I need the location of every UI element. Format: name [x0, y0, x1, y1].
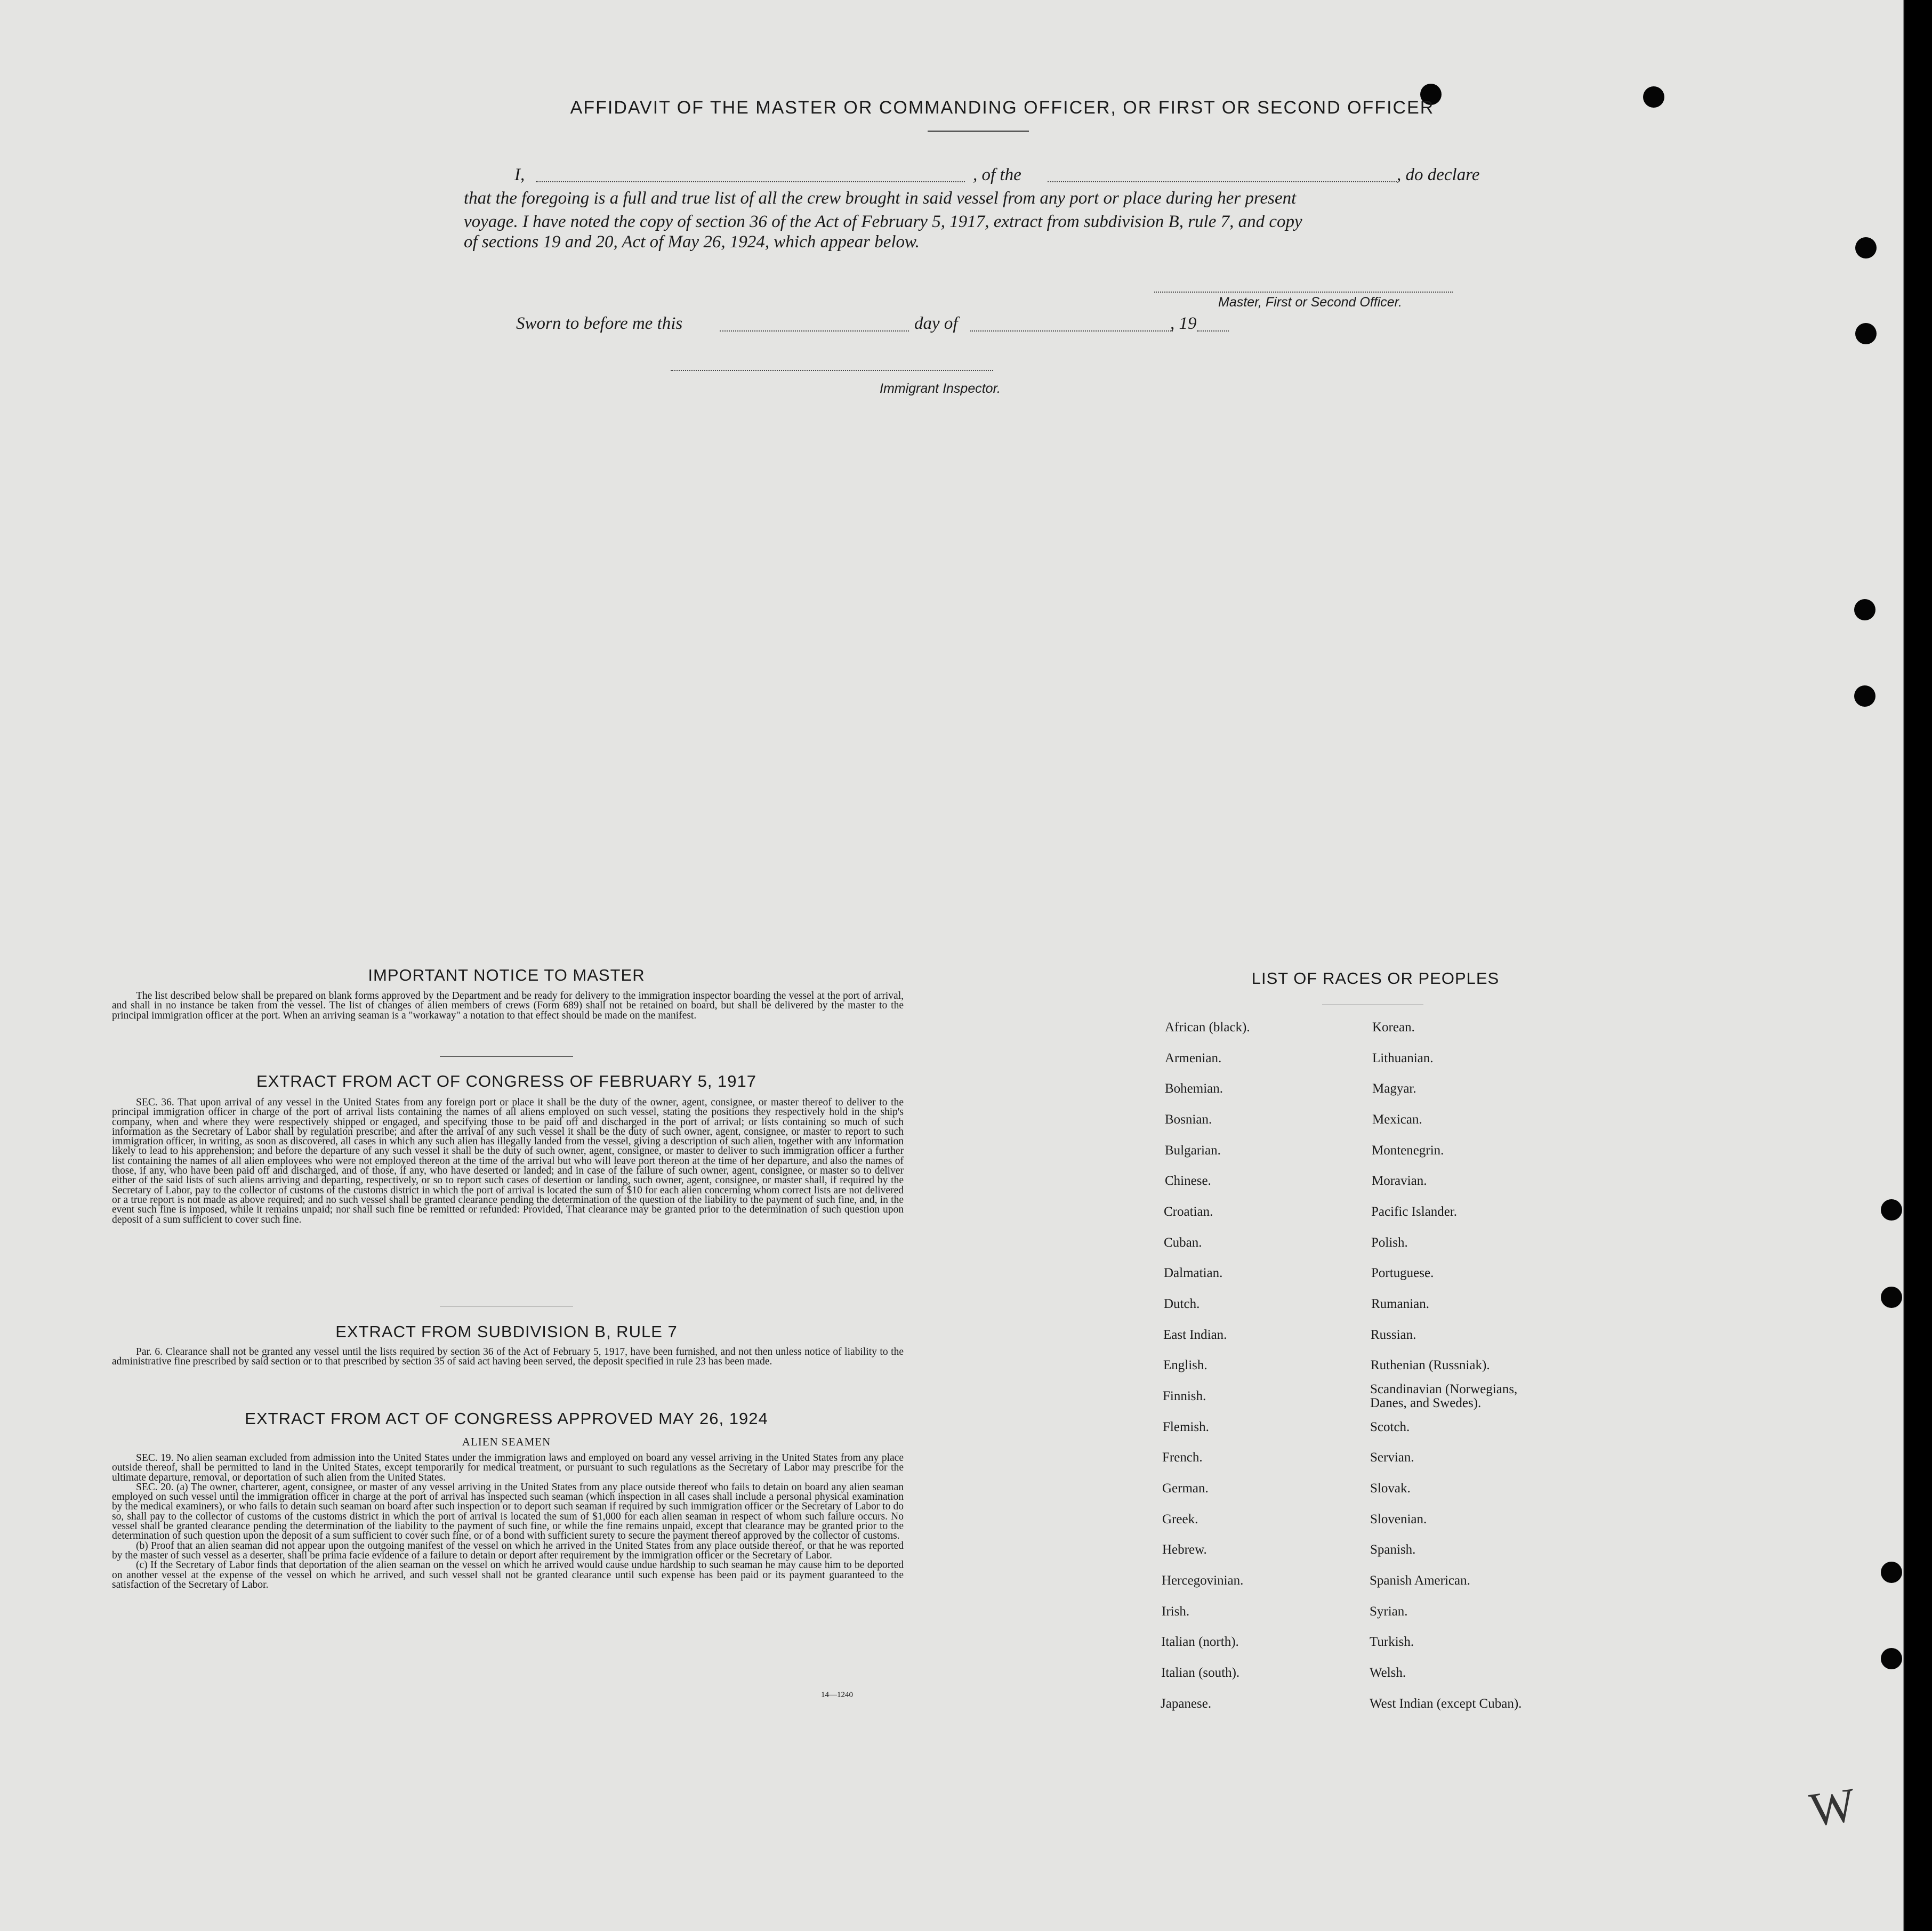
race-item: Italian (north). [1161, 1635, 1239, 1649]
day-of-label: day of [914, 314, 958, 333]
extract-1917-title: EXTRACT FROM ACT OF CONGRESS OF FEBRUARY 5, 1917 [256, 1072, 757, 1090]
punch-hole [1854, 685, 1875, 707]
section-divider [440, 1056, 573, 1057]
inspector-caption: Immigrant Inspector. [880, 381, 1001, 396]
race-item: Dalmatian. [1164, 1266, 1223, 1280]
punch-hole [1881, 1199, 1902, 1221]
punch-hole [1855, 323, 1877, 344]
race-item: Bohemian. [1165, 1081, 1223, 1096]
sec-36-text: SEC. 36. That upon arrival of any vessel in the United States from any foreign port or place it shall be the duty of the owner, agent, consignee, or master thereof to deliver to the principal immigration officer in charge of the port of arrival lists containing the names of all aliens employed on such vessel, stating the positions they respectively hold in the ship's company, when and where they were respectively shipped or engaged, and specifying those to be paid off and discharged in the port of arrival; or lists containing so much of such information as the Secretary of Labor shall by regulation prescribe; and after the arrival of any such vessel it shall be the duty of such owner, agent, consignee, or master to report to such immigration officer, in writing, as soon as discovered, all cases in which any such alien has illegally landed from the vessel, giving a description of such alien, together with any information likely to lead to his apprehension; and before the departure of any such vessel it shall be the duty of such owner, agent, consignee, or master to deliver to such immigration officer a further list containing the names of all alien employees who were not employed thereon at the time of the arrival but who will leave port thereon at the time of her departure, and also the names of those, if any, who have been paid off and discharged, and of those, if any, who have deserted or landed; and in case of the failure of such owner, agent, consignee, or master so to deliver either of the said lists of such aliens arriving and departing, respectively, or so to report such cases of desertion or landing, such owner, agent, consignee, or master shall, if required by the Secretary of Labor, pay to the collector of customs of the customs district in which the port of arrival is located the sum of $10 for each alien concerning whom correct lists are not delivered or a true report is not made as above required; and no such vessel shall be granted clearance pending the determination of the question of the liability to the payment of such fine, and, in the event such fine is imposed, while it remains unpaid; nor shall such fine be remitted or refunded: Provided, That clearance may be granted prior to the determination of such question upon deposit of a sum sufficient to cover such fine. [112, 1097, 904, 1225]
race-item: African (black). [1165, 1020, 1250, 1035]
race-item: Flemish. [1163, 1420, 1209, 1434]
race-item: Ruthenian (Russniak). [1371, 1358, 1490, 1372]
race-item: Bosnian. [1165, 1112, 1212, 1127]
affidavit-title: AFFIDAVIT OF THE MASTER OR COMMANDING OFFICER, OR FIRST OR SECOND OFFICER [570, 98, 1435, 118]
extract-1924-body [112, 1453, 904, 1590]
sec-20b-text: (b) Proof that an alien seaman did not appear upon the outgoing manifest of the vessel on which he arrived in the United States from any place outside thereof, or that he was reported by the master of such vessel as a deserter, shall be prima facie evidence of a failure to detain or deport after requirement by the immigration officer or the Secretary of Labor. [112, 1540, 904, 1561]
race-item: Syrian. [1370, 1604, 1408, 1619]
race-item: Welsh. [1370, 1666, 1406, 1680]
affidavit-i: I, [514, 165, 525, 184]
race-item: East Indian. [1163, 1328, 1227, 1342]
alien-seamen-subhead: ALIEN SEAMEN [462, 1435, 551, 1448]
form-number: 14—1240 [821, 1691, 853, 1699]
race-item: Scandinavian (Norwegians, Danes, and Swedes). [1370, 1382, 1518, 1410]
race-item: Slovak. [1370, 1481, 1411, 1496]
race-item: Mexican. [1372, 1112, 1422, 1127]
sworn-label: Sworn to before me this [516, 314, 683, 333]
affidavit-line-4: of sections 19 and 20, Act of May 26, 1924, which appear below. [464, 232, 920, 252]
race-item: Irish. [1162, 1604, 1190, 1619]
notice-body [112, 991, 904, 1021]
race-item: Chinese. [1165, 1174, 1211, 1188]
master-caption: Master, First or Second Officer. [1218, 295, 1403, 310]
affidavit-line-3: voyage. I have noted the copy of section 36 of the Act of February 5, 1917, extract from subdivision B, rule 7, and copy [464, 212, 1302, 231]
race-item: Servian. [1370, 1450, 1414, 1465]
inspector-signature-line[interactable] [671, 370, 993, 371]
sworn-month-blank[interactable] [970, 330, 1173, 332]
race-item: German. [1162, 1481, 1209, 1496]
title-divider [928, 131, 1029, 132]
punch-hole [1855, 237, 1877, 258]
race-item: Slovenian. [1370, 1512, 1427, 1526]
notice-text: The list described below shall be prepared on blank forms approved by the Department and be ready for delivery to the immigration inspector boarding the vessel at the port of arrival, and shall in no instance be taken from the vessel. The list of changes of alien members of crews (Form 689) shall not be retained on board, but shall be delivered by the master to the principal immigration officer at the port. When an arriving seaman is a "workaway" a notation to that effect should be made on the manifest. [112, 990, 904, 1021]
sec-20a-text: SEC. 20. (a) The owner, charterer, agent, consignee, or master of any vessel arriving in the United States from any place outside thereof who fails to detain on board any alien seaman employed on such vessel until the immigration officer in charge at the port of arrival has inspected such seaman (which inspection in all cases shall include a personal physical examination by the medical examiners), or who fails to detain such seaman on board after such inspection or to deport such seaman if required by such immigration officer or the Secretary of Labor to do so, shall pay to the collector of customs of the customs district in which the port of arrival is located the sum of $1,000 for each alien seaman in respect of whom such failure occurs. No vessel shall be granted clearance pending the determination of the liability to the payment of such fine, or while the fine remains unpaid, except that clearance may be granted prior to the determination of such question upon the deposit of a sum sufficient to cover such fine, or of a bond with sufficient surety to secure the payment thereof approved by the collector of customs. [112, 1481, 904, 1542]
handwritten-mark: W [1806, 1778, 1859, 1837]
affidavit-declare: , do declare [1397, 165, 1480, 184]
race-item: Moravian. [1372, 1174, 1427, 1188]
race-item: Turkish. [1370, 1635, 1414, 1649]
race-item: Rumanian. [1371, 1297, 1430, 1311]
race-item: Greek. [1162, 1512, 1198, 1526]
race-item: Japanese. [1161, 1696, 1212, 1711]
punch-hole [1881, 1648, 1902, 1669]
race-item: Bulgarian. [1165, 1143, 1221, 1158]
vessel-blank[interactable] [1048, 181, 1397, 182]
punch-hole [1854, 599, 1875, 620]
affidavit-of-the: , of the [973, 165, 1021, 184]
race-item: Dutch. [1164, 1297, 1200, 1311]
race-item: Scotch. [1370, 1420, 1410, 1434]
race-item: English. [1163, 1358, 1207, 1372]
sec-19-text: SEC. 19. No alien seaman excluded from admission into the United States under the immigration laws and employed on board any vessel arriving in the United States from any place outside thereof, shall be permitted to land in the United States, except temporarily for medical treatment, or pursuant to such regulations as the Secretary of Labor may prescribe for the ultimate departure, removal, or deportation of such alien from the United States. [112, 1452, 904, 1483]
race-item: West Indian (except Cuban). [1370, 1696, 1522, 1711]
sec-20c-text: (c) If the Secretary of Labor finds that deportation of the alien seaman on the vessel on which he arrived would cause undue hardship to such seaman he may cause him to be deported on another vessel at the expense of the vessel on which he arrived, and such vessel shall not be granted clearance until such expense has been paid or its payment guaranteed to the satisfaction of the Secretary of Labor. [112, 1560, 904, 1590]
race-item: Croatian. [1164, 1205, 1213, 1219]
punch-hole [1881, 1562, 1902, 1583]
notice-title: IMPORTANT NOTICE TO MASTER [368, 966, 645, 984]
rule7-body [112, 1347, 904, 1367]
race-item: Magyar. [1372, 1081, 1416, 1096]
race-item: Polish. [1371, 1235, 1408, 1250]
race-item: Korean. [1372, 1020, 1415, 1035]
race-item: Hercegovinian. [1162, 1573, 1244, 1588]
race-item: Russian. [1371, 1328, 1416, 1342]
master-signature-line[interactable] [1154, 292, 1453, 293]
race-item: Pacific Islander. [1371, 1205, 1458, 1219]
punch-hole [1881, 1287, 1902, 1308]
par-6-text: Par. 6. Clearance shall not be granted any vessel until the lists required by section 36 of the Act of February 5, 1917, have been furnished, and not then unless notice of liability to the administrative fine prescribed by said section or to that prescribed by section 35 of said act having been served, the deposit specified in rule 23 has been made. [112, 1346, 904, 1368]
sworn-year-blank[interactable] [1197, 330, 1229, 332]
race-item: Spanish. [1370, 1542, 1416, 1557]
race-item: Lithuanian. [1372, 1051, 1434, 1065]
race-item: Armenian. [1165, 1051, 1222, 1065]
race-item: Spanish American. [1370, 1573, 1470, 1588]
race-item: French. [1162, 1450, 1203, 1465]
rule7-title: EXTRACT FROM SUBDIVISION B, RULE 7 [335, 1322, 678, 1341]
extract-1917-body [112, 1098, 904, 1225]
extract-1924-title: EXTRACT FROM ACT OF CONGRESS APPROVED MAY 26, 1924 [245, 1409, 768, 1428]
race-item: Italian (south). [1161, 1666, 1240, 1680]
affidavit-line-2: that the foregoing is a full and true list of all the crew brought in said vessel from any port or place during her present [464, 189, 1297, 208]
year-label: , 19 [1170, 314, 1197, 333]
punch-hole [1643, 86, 1664, 108]
race-item: Cuban. [1164, 1235, 1202, 1250]
race-item: Hebrew. [1162, 1542, 1207, 1557]
sworn-day-blank[interactable] [720, 330, 909, 332]
race-item: Portuguese. [1371, 1266, 1434, 1280]
race-item: Montenegrin. [1372, 1143, 1444, 1158]
name-blank[interactable] [536, 181, 965, 182]
races-title: LIST OF RACES OR PEOPLES [1251, 969, 1500, 988]
race-item: Finnish. [1163, 1389, 1206, 1403]
